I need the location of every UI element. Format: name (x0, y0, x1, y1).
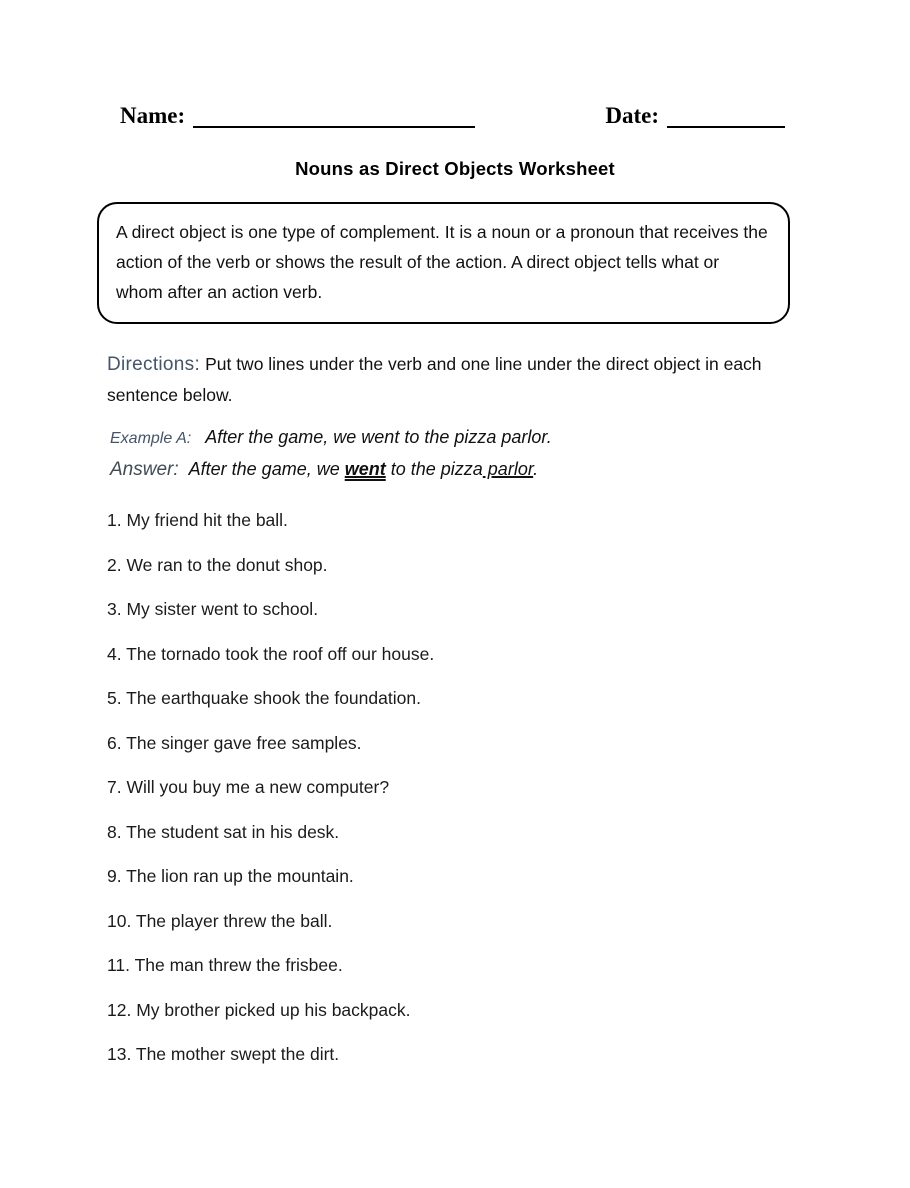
page-title: Nouns as Direct Objects Worksheet (295, 158, 615, 180)
definition-box (97, 202, 790, 324)
answer-label: Answer: (110, 459, 179, 481)
sentence-item: 12. My brother picked up his backpack. (107, 999, 411, 1020)
sentence-item: 2. We ran to the donut shop. (107, 554, 328, 575)
sentence-item: 8. The student sat in his desk. (107, 821, 340, 842)
date-label: Date: (605, 103, 659, 128)
answer-verb-double-underlined: went (344, 459, 386, 480)
sentence-item: 10. The player threw the ball. (107, 910, 333, 931)
definition-text: A direct object is one type of complement. It is a noun or a pronoun that receives the action of the verb or shows the result of the action. A direct object tells what or whom after an action verb. (116, 222, 768, 303)
name-label: Name: (120, 103, 186, 128)
directions (107, 349, 810, 410)
date-field-group (605, 103, 785, 128)
header-row (120, 103, 785, 128)
date-blank-line (667, 104, 785, 128)
directions-text: Put two lines under the verb and one line under the direct object in each sentence below. (107, 354, 762, 406)
sentence-list (107, 509, 830, 1065)
directions-label: Directions: (107, 354, 201, 376)
answer-row (110, 454, 910, 485)
sentence-item: 13. The mother swept the dirt. (107, 1044, 340, 1065)
sentence-item: 11. The man threw the frisbee. (107, 955, 343, 976)
example-block (110, 422, 910, 485)
sentence-item: 1. My friend hit the ball. (107, 510, 288, 531)
sentence-item: 7. Will you buy me a new computer? (107, 777, 390, 798)
sentence-item: 3. My sister went to school. (107, 599, 319, 620)
answer-end: . (533, 459, 539, 480)
example-sentence: After the game, we went to the pizza parlor. (205, 427, 552, 448)
answer-object-underlined: parlor (482, 459, 534, 480)
name-field-group (120, 103, 475, 128)
example-label: Example A: (110, 430, 192, 448)
sentence-item: 9. The lion ran up the mountain. (107, 866, 354, 887)
name-blank-line (193, 104, 475, 128)
example-row (110, 422, 910, 454)
sentence-item: 6. The singer gave free samples. (107, 732, 362, 753)
answer-pre: After the game, we (188, 459, 345, 480)
answer-sentence (189, 454, 539, 485)
sentence-item: 5. The earthquake shook the foundation. (107, 688, 421, 709)
sentence-item: 4. The tornado took the roof off our house. (107, 643, 435, 664)
answer-mid: to the pizza (385, 459, 483, 480)
